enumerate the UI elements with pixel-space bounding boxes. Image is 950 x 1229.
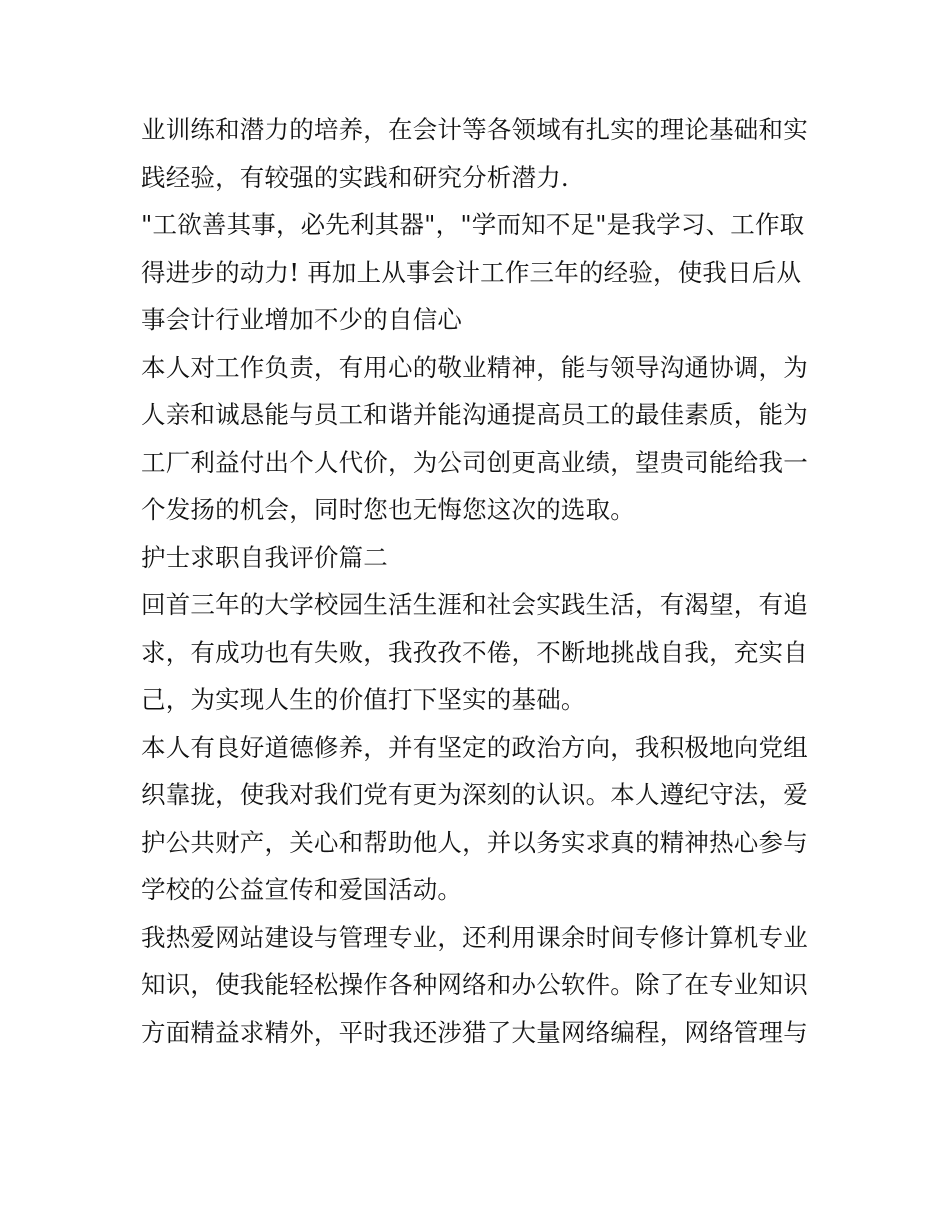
text-line: 践经验，有较强的实践和研究分析潜力.: [141, 162, 569, 192]
text-line: "工欲善其事，必先利其器"，"学而知不足"是我学习、工作取: [141, 210, 805, 239]
document-body: [141, 106, 821, 1056]
text-line: 业训练和潜力的培养，在会计等各领域有扎实的理论基础和实: [141, 115, 808, 144]
text-line: 我热爱网站建设与管理专业，还利用课余时间专修计算机专业: [141, 922, 808, 952]
text-line: 回首三年的大学校园生活生涯和社会实践生活，有渴望，有追: [141, 590, 808, 619]
text-line: 知识，使我能轻松操作各种网络和办公软件。除了在专业知识: [141, 970, 808, 999]
text-line: 织靠拢，使我对我们党有更为深刻的认识。本人遵纪守法，爱: [141, 780, 808, 809]
text-line: 个发扬的机会，同时您也无悔您这次的选取。: [141, 495, 635, 524]
text-line: 方面精益求精外，平时我还涉猎了大量网络编程，网络管理与: [141, 1017, 808, 1047]
text-line: 得进步的动力! 再加上从事会计工作三年的经验，使我日后从: [141, 257, 802, 287]
text-line: 护公共财产，关心和帮助他人，并以务实求真的精神热心参与: [141, 827, 808, 857]
text-line: 工厂利益付出个人代价，为公司创更高业绩，望贵司能给我一: [141, 447, 808, 477]
text-line: 事会计行业增加不少的自信心: [141, 305, 463, 334]
text-line: 学校的公益宣传和爱国活动。: [141, 875, 463, 904]
text-line: 本人对工作负责，有用心的敬业精神，能与领导沟通协调，为: [141, 352, 808, 382]
text-line: 本人有良好道德修养，并有坚定的政治方向，我积极地向党组: [141, 732, 808, 762]
text-line: 人亲和诚恳能与员工和谐并能沟通提高员工的最佳素质，能为: [141, 400, 808, 429]
text-line: 己，为实现人生的价值打下坚实的基础。: [141, 685, 586, 714]
text-line: 求，有成功也有失败，我孜孜不倦，不断地挑战自我，充实自: [141, 637, 808, 667]
section-heading: 护士求职自我评价篇二: [141, 542, 388, 572]
